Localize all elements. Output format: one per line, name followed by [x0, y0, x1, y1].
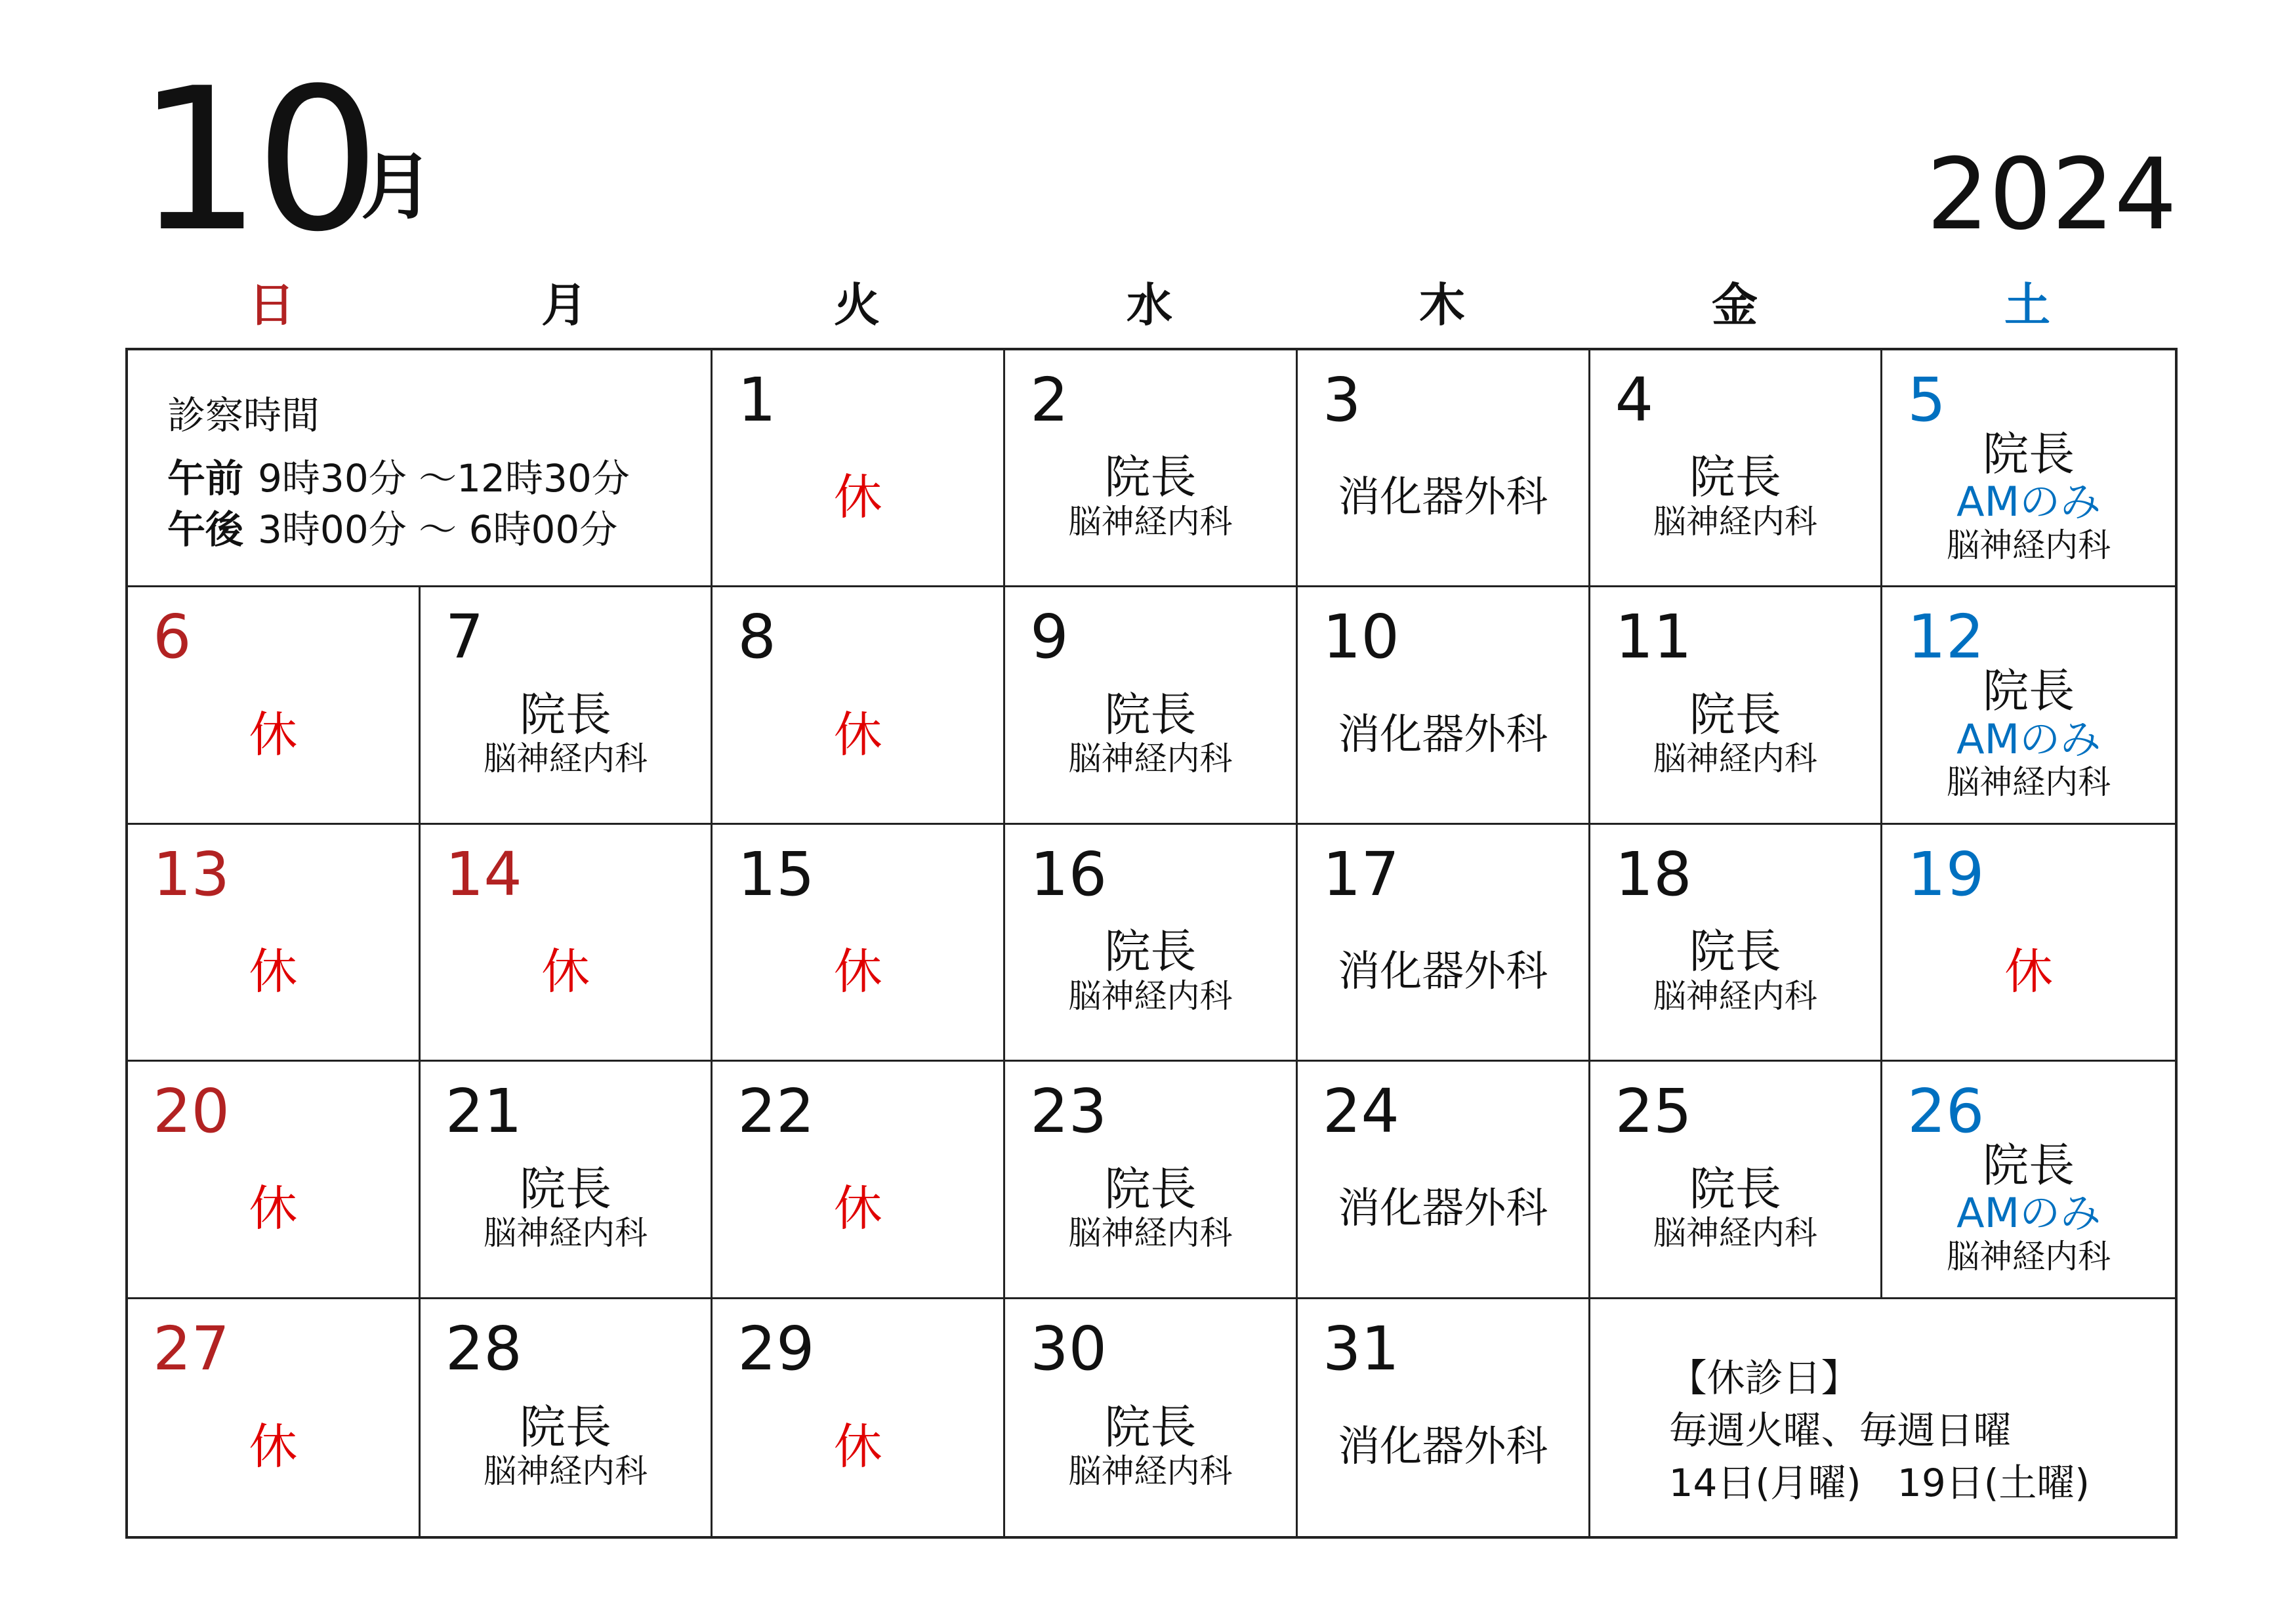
day-number: 4 — [1615, 365, 1654, 435]
day-cell — [421, 1062, 713, 1299]
day-cell — [1005, 587, 1298, 824]
closed-label: 休 — [541, 943, 590, 1000]
day-number: 22 — [737, 1076, 815, 1147]
day-number: 27 — [153, 1313, 230, 1384]
day-number: 26 — [1907, 1076, 1985, 1147]
holiday-notice-title: 【休診日】 — [1668, 1355, 1859, 1400]
specialty-label: 脳神経内科 — [1947, 526, 2111, 564]
doctor-label: 院長 — [520, 1161, 612, 1216]
day-cell — [1005, 1062, 1298, 1299]
specialty-label: 脳神経内科 — [1653, 739, 1817, 778]
specialty-label: 脳神経内科 — [1947, 762, 2111, 801]
day-number: 7 — [445, 602, 484, 673]
day-cell — [1005, 1299, 1298, 1536]
specialty-label: 脳神経内科 — [1653, 976, 1817, 1015]
day-number: 11 — [1615, 602, 1692, 673]
day-number: 25 — [1615, 1076, 1692, 1147]
day-cell — [128, 1062, 421, 1299]
day-cell — [1005, 825, 1298, 1062]
doctor-label: 院長 — [1104, 687, 1197, 741]
specialty-label: 脳神経内科 — [484, 1214, 648, 1253]
day-number: 5 — [1907, 365, 1946, 435]
doctor-label: 院長 — [1689, 1161, 1781, 1216]
closed-label: 休 — [833, 706, 882, 763]
specialty-label: 消化器外科 — [1338, 710, 1548, 759]
day-cell — [421, 1299, 713, 1536]
day-cell — [1005, 350, 1298, 587]
weekday-sunday: 日 — [249, 278, 295, 332]
day-cell — [1298, 350, 1590, 587]
day-cell — [421, 825, 713, 1062]
doctor-label: 院長 — [1104, 450, 1197, 505]
day-number: 1 — [737, 365, 776, 435]
day-cell — [1298, 1299, 1590, 1536]
day-cell — [713, 350, 1005, 587]
specialty-label: 消化器外科 — [1338, 1184, 1548, 1234]
day-number: 16 — [1030, 839, 1107, 909]
day-cell — [713, 825, 1005, 1062]
holiday-notice-extra: 14日(月曜) 19日(土曜) — [1668, 1460, 2090, 1505]
month-number: 10 — [136, 46, 374, 275]
closed-label: 休 — [833, 943, 882, 1000]
clinic-hours-box — [128, 350, 713, 587]
day-number: 21 — [445, 1076, 522, 1147]
doctor-label: 院長 — [1689, 687, 1781, 741]
specialty-label: 消化器外科 — [1338, 947, 1548, 996]
specialty-label: 消化器外科 — [1338, 473, 1548, 522]
day-cell — [1882, 350, 2175, 587]
day-cell — [1298, 825, 1590, 1062]
weekday-thursday: 木 — [1419, 278, 1465, 332]
day-cell — [1590, 587, 1883, 824]
day-cell — [1882, 587, 2175, 824]
day-number: 20 — [153, 1076, 230, 1147]
doctor-label: 院長 — [1104, 1400, 1197, 1454]
year-label: 2024 — [1926, 138, 2177, 252]
day-number: 2 — [1030, 365, 1069, 435]
weekday-saturday: 土 — [2004, 278, 2050, 332]
day-number: 3 — [1322, 365, 1361, 435]
day-number: 17 — [1322, 839, 1399, 909]
doctor-label: 院長 — [1689, 925, 1781, 979]
day-number: 8 — [737, 602, 776, 673]
day-cell — [1298, 587, 1590, 824]
day-cell — [128, 1299, 421, 1536]
day-number: 13 — [153, 839, 230, 909]
day-cell — [713, 1299, 1005, 1536]
day-cell — [1590, 350, 1883, 587]
day-cell — [1590, 1062, 1883, 1299]
day-cell — [1590, 825, 1883, 1062]
day-cell — [1298, 1062, 1590, 1299]
doctor-label: 院長 — [1983, 1138, 2075, 1192]
morning-hours: 午前 9時30分 ～12時30分 — [167, 456, 630, 501]
day-number: 9 — [1030, 602, 1069, 673]
day-cell — [421, 587, 713, 824]
specialty-label: 脳神経内科 — [1653, 1214, 1817, 1253]
specialty-label: 脳神経内科 — [1653, 502, 1817, 541]
specialty-label: 脳神経内科 — [1068, 1214, 1233, 1253]
holiday-notice — [1590, 1299, 2175, 1536]
specialty-label: 脳神経内科 — [1068, 1452, 1233, 1491]
am-only-label: AMのみ — [1956, 478, 2101, 526]
doctor-label: 院長 — [1689, 450, 1781, 505]
day-number: 12 — [1907, 602, 1985, 673]
closed-label: 休 — [249, 1419, 298, 1476]
day-number: 19 — [1907, 839, 1985, 909]
weekday-wednesday: 水 — [1127, 278, 1172, 332]
day-number: 28 — [445, 1313, 522, 1384]
day-number: 29 — [737, 1313, 815, 1384]
weekday-header — [125, 276, 2178, 335]
day-number: 30 — [1030, 1313, 1107, 1384]
day-number: 10 — [1322, 602, 1399, 673]
day-number: 15 — [737, 839, 815, 909]
doctor-label: 院長 — [1104, 1161, 1197, 1216]
closed-label: 休 — [249, 706, 298, 763]
clinic-hours-title: 診察時間 — [167, 393, 320, 438]
holiday-notice-weekly: 毎週火曜、毎週日曜 — [1668, 1407, 2012, 1453]
day-number: 18 — [1615, 839, 1692, 909]
day-cell — [1882, 1062, 2175, 1299]
closed-label: 休 — [2004, 943, 2054, 1000]
day-cell — [128, 825, 421, 1062]
weekday-tuesday: 火 — [834, 278, 880, 332]
specialty-label: 消化器外科 — [1338, 1423, 1548, 1472]
day-cell — [713, 587, 1005, 824]
doctor-label: 院長 — [1983, 664, 2075, 718]
specialty-label: 脳神経内科 — [1947, 1237, 2111, 1276]
specialty-label: 脳神経内科 — [484, 739, 648, 778]
closed-label: 休 — [833, 1419, 882, 1476]
doctor-label: 院長 — [1104, 925, 1197, 979]
weekday-monday: 月 — [541, 278, 587, 332]
am-only-label: AMのみ — [1956, 715, 2101, 763]
day-cell — [713, 1062, 1005, 1299]
specialty-label: 脳神経内科 — [1068, 502, 1233, 541]
day-cell — [1882, 825, 2175, 1062]
calendar-grid — [125, 348, 2178, 1539]
afternoon-hours: 午後 3時00分 ～ 6時00分 — [167, 507, 618, 552]
day-number: 6 — [153, 602, 192, 673]
doctor-label: 院長 — [520, 1400, 612, 1454]
closed-label: 休 — [249, 1180, 298, 1238]
weekday-friday: 金 — [1712, 278, 1758, 332]
doctor-label: 院長 — [1983, 427, 2075, 481]
day-cell — [128, 587, 421, 824]
closed-label: 休 — [833, 1180, 882, 1238]
specialty-label: 脳神経内科 — [1068, 976, 1233, 1015]
doctor-label: 院長 — [520, 687, 612, 741]
day-number: 14 — [445, 839, 522, 909]
closed-label: 休 — [833, 469, 882, 526]
month-label: 月 — [361, 145, 433, 229]
day-number: 31 — [1322, 1313, 1399, 1384]
day-number: 23 — [1030, 1076, 1107, 1147]
specialty-label: 脳神経内科 — [484, 1452, 648, 1491]
am-only-label: AMのみ — [1956, 1189, 2101, 1238]
specialty-label: 脳神経内科 — [1068, 739, 1233, 778]
day-number: 24 — [1322, 1076, 1399, 1147]
closed-label: 休 — [249, 943, 298, 1000]
